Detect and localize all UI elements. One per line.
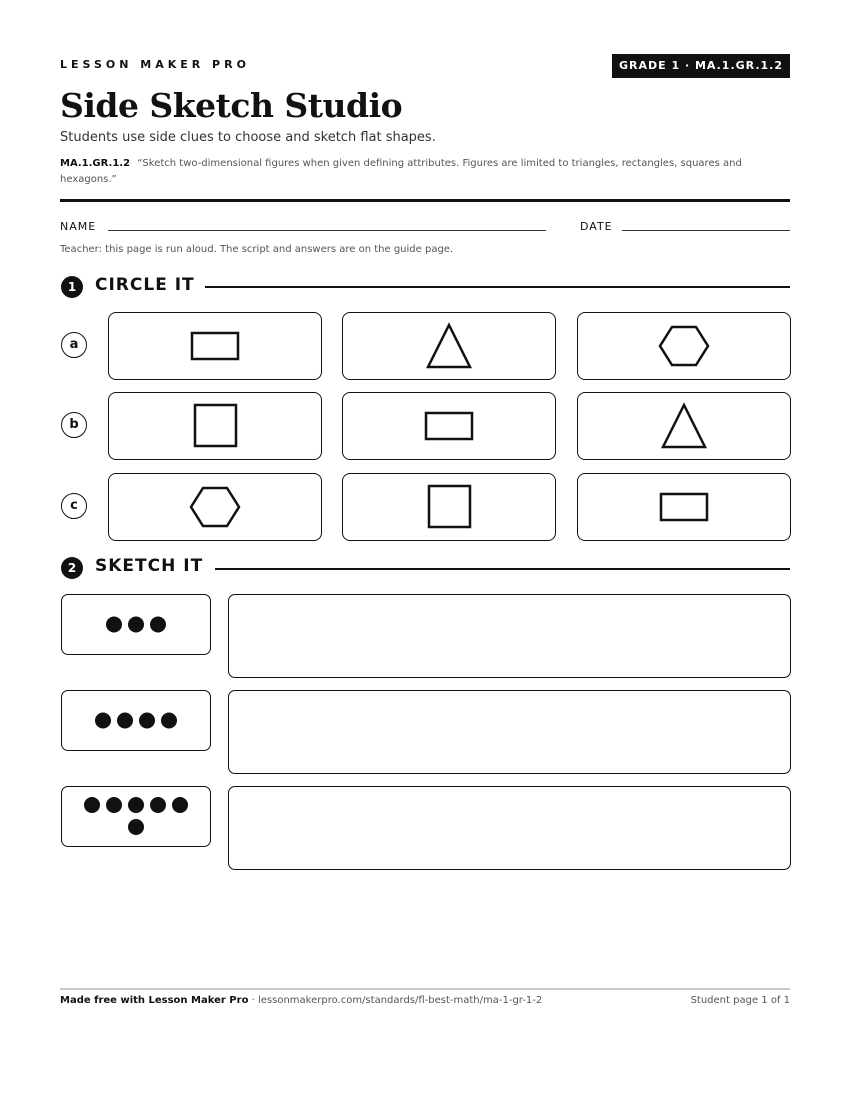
footer-made-with: Made free with Lesson Maker Pro [60,995,249,1006]
clue-dot [128,819,144,835]
sketch-answer-box[interactable] [228,690,791,774]
standard-quote: “Sketch two-dimensional figures when given defining attributes. Figures are limited to triangles, rectangles, squares and hexagons.” [60,158,742,185]
side-count-dots-icon [62,691,210,750]
footer-credit [60,995,542,1006]
clue-dot [172,797,188,813]
side-count-dots-icon [62,595,210,654]
section-2-title: SKETCH IT [95,556,204,576]
rectangle-shape [192,333,238,359]
triangle-shape [428,325,470,367]
date-write-line[interactable] [622,230,790,231]
triangle-icon [578,393,790,459]
clue-dot [117,713,133,729]
triangle-shape [663,405,705,447]
clue-dot [150,797,166,813]
square-icon [109,393,321,459]
side-clue-card [61,786,211,847]
square-shape [195,405,236,446]
clue-dot [139,713,155,729]
square-icon [343,474,555,540]
section-2-rule [215,568,790,570]
rectangle-icon [109,313,321,379]
hexagon-shape [660,327,708,365]
section-2-number: 2 [61,557,83,579]
clue-dot [106,617,122,633]
page-title: Side Sketch Studio [60,86,403,125]
shape-choice-a-2[interactable] [342,312,556,380]
footer-divider [60,988,790,990]
section-1-title: CIRCLE IT [95,275,195,295]
clue-dot [128,797,144,813]
shape-choice-a-3[interactable] [577,312,791,380]
footer-page-label: Student page 1 of 1 [690,995,790,1006]
standard-code: MA.1.GR.1.2 [60,158,131,169]
shape-choice-b-1[interactable] [108,392,322,460]
side-clue-card [61,690,211,751]
rectangle-icon [343,393,555,459]
rectangle-icon [578,474,790,540]
clue-dot [84,797,100,813]
hexagon-icon [109,474,321,540]
teacher-note: Teacher: this page is run aloud. The script and answers are on the guide page. [60,244,454,255]
section-1-number: 1 [61,276,83,298]
clue-dot [150,617,166,633]
shape-choice-b-2[interactable] [342,392,556,460]
shape-choice-c-2[interactable] [342,473,556,541]
name-label: NAME [60,220,97,233]
grade-standard-badge: GRADE 1 · MA.1.GR.1.2 [612,54,790,78]
hexagon-shape [191,488,239,526]
header-divider [60,199,790,202]
shape-choice-a-1[interactable] [108,312,322,380]
hexagon-icon [578,313,790,379]
clue-dot [128,617,144,633]
shape-choice-c-3[interactable] [577,473,791,541]
clue-dot [106,797,122,813]
row-label-c: c [61,493,87,519]
side-clue-card [61,594,211,655]
clue-dot [95,713,111,729]
page-subtitle: Students use side clues to choose and sketch flat shapes. [60,130,436,145]
row-label-a: a [61,332,87,358]
side-count-dots-icon [62,787,210,846]
rectangle-shape [426,413,472,439]
square-shape [429,486,470,527]
triangle-icon [343,313,555,379]
section-1-rule [205,286,790,288]
rectangle-shape [661,494,707,520]
standard-description [60,156,780,188]
sketch-answer-box[interactable] [228,786,791,870]
row-label-b: b [61,412,87,438]
clue-dot [161,713,177,729]
name-write-line[interactable] [108,230,546,231]
shape-choice-c-1[interactable] [108,473,322,541]
footer-url: · lessonmakerpro.com/standards/fl-best-math/ma-1-gr-1-2 [248,995,543,1006]
brand-name: LESSON MAKER PRO [60,58,250,71]
shape-choice-b-3[interactable] [577,392,791,460]
date-label: DATE [580,220,613,233]
sketch-answer-box[interactable] [228,594,791,678]
